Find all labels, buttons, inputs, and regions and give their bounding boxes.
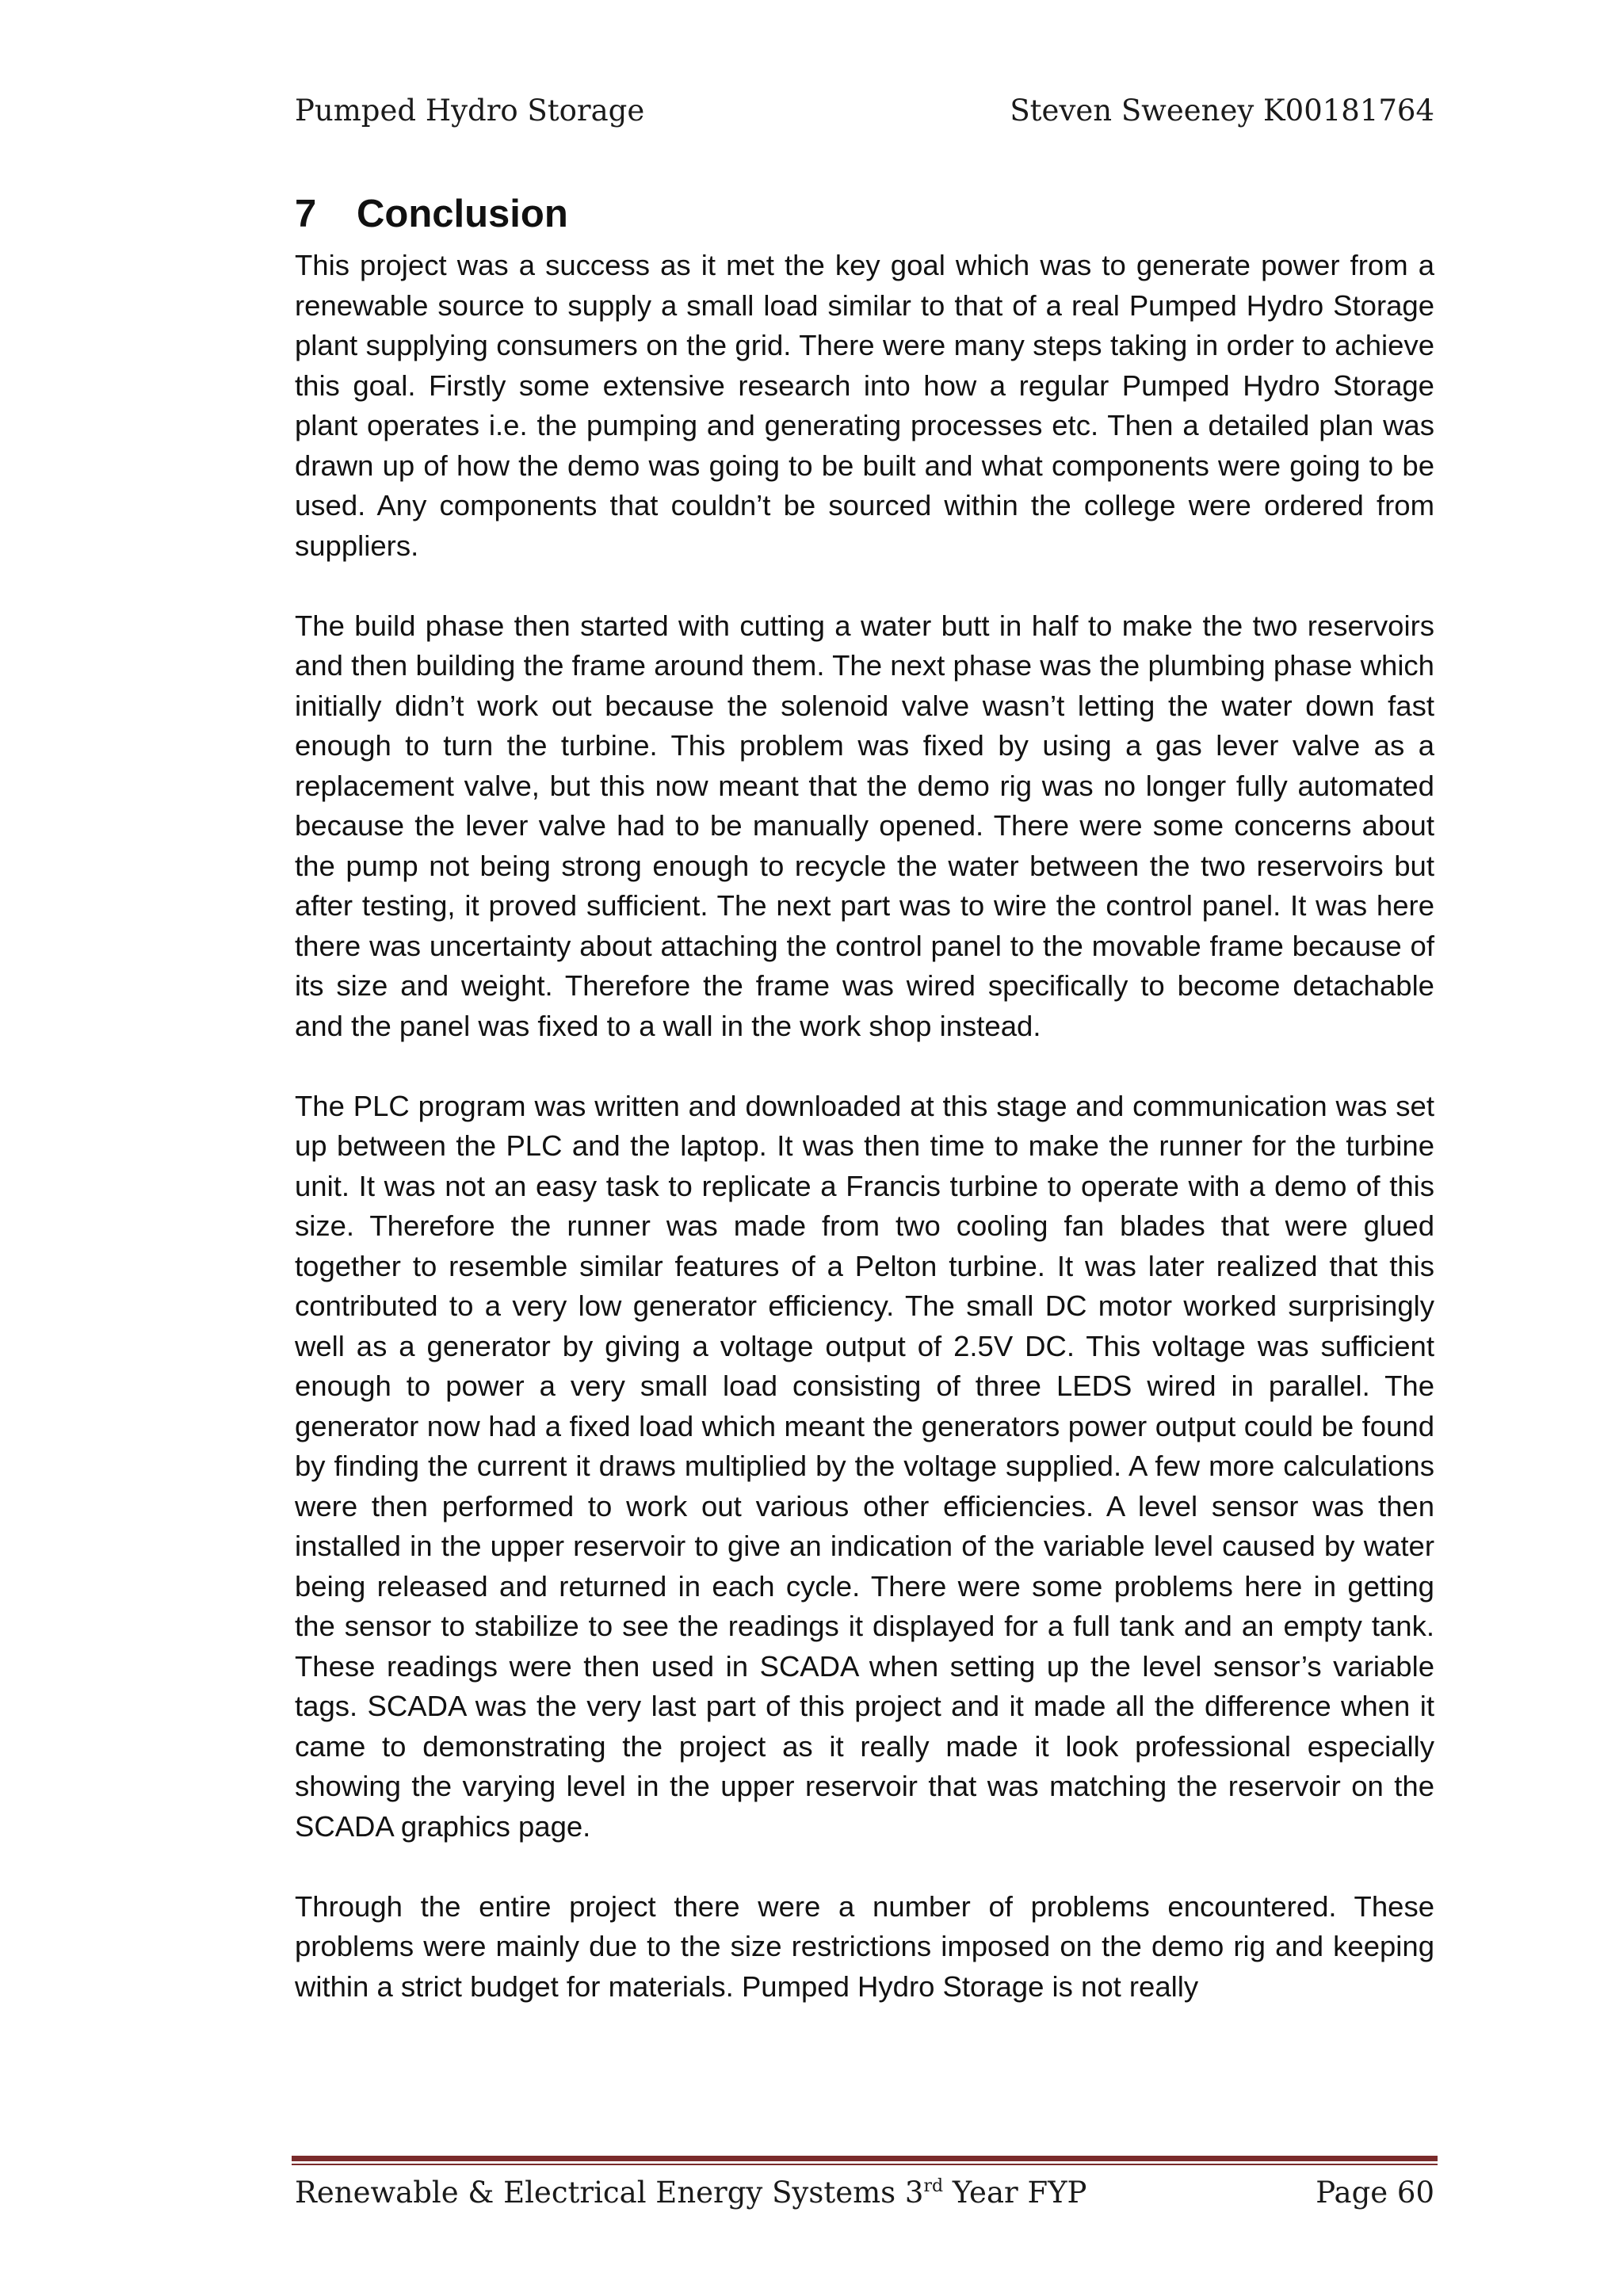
- main-content: [295, 190, 1434, 2047]
- paragraph-4: Through the entire project there were a number of problems encountered. These problems were mainly due to the size restrictions imposed on the demo rig and keeping within a strict budget for materials. Pumped Hydro Storage is not really: [295, 1889, 1434, 2003]
- footer-divider-thick: [292, 2156, 1438, 2161]
- page-footer: [295, 2176, 1434, 2223]
- page-number: Page 60: [1316, 2176, 1434, 2210]
- paragraph-3: The PLC program was written and downloaded at this stage and communication was set up between the PLC and the laptop. It was then time to make the runner for the turbine unit. It was not an easy task to replicate a Francis turbine to operate with a demo of this size. Therefore the runner was made from two cooling fan blades that were glued together to resemble similar features of a Pelton turbine. It was later realized that this contributed to a very low generator efficiency. The small DC motor worked surprisingly well as a generator by giving a voltage output of 2.5V DC. This voltage was sufficient enough to power a very small load consisting of three LEDS wired in parallel. The generator now had a fixed load which meant the generators power output could be found by finding the current it draws multiplied by the voltage supplied. A few more calculations were then performed to work out various other efficiencies. A level sensor was then installed in the upper reservoir to give an indication of the variable level caused by water being released and returned in each cycle. There were some problems here in getting the sensor to stabilize to see the readings it displayed for a full tank and an empty tank. These readings were then used in SCADA when setting up the level sensor’s variable tags. SCADA was the very last part of this project and it made all the difference when it came to demonstrating the project as it really made it look professional especially showing the varying level in the upper reservoir that was matching the reservoir on the SCADA graphics page.: [295, 1089, 1434, 1843]
- page-header: [295, 94, 1434, 141]
- section-number: 7: [295, 193, 317, 235]
- header-title: Pumped Hydro Storage: [295, 94, 645, 128]
- section-title: Conclusion: [357, 193, 568, 235]
- section-heading: [295, 190, 1434, 238]
- paragraph-2: The build phase then started with cutting a water butt in half to make the two reservoirs and then building the frame around them. The next phase was the plumbing phase which initially didn’t work out because the solenoid valve wasn’t letting the water down fast enough to turn the turbine. This problem was fixed by using a gas lever valve as a replacement valve, but this now meant that the demo rig was no longer fully automated because the lever valve had to be manually opened. There were some concerns about the pump not being strong enough to recycle the water between the two reservoirs but after testing, it proved sufficient. The next part was to wire the control panel. It was here there was uncertainty about attaching the control panel to the movable frame because of its size and weight. Therefore the frame was wired specifically to become detachable and the panel was fixed to a wall in the work shop instead.: [295, 609, 1434, 1042]
- footer-course-ordinal: rd: [923, 2176, 944, 2196]
- footer-course-prefix: Renewable & Electrical Energy Systems 3: [295, 2176, 924, 2210]
- header-author: Steven Sweeney K00181764: [1010, 94, 1434, 128]
- paragraph-1: This project was a success as it met the key goal which was to generate power from a renewable source to supply a small load similar to that of a real Pumped Hydro Storage plant supplying consumers on the grid. There were many steps taking in order to achieve this goal. Firstly some extensive research into how a regular Pumped Hydro Storage plant operates i.e. the pumping and generating processes etc. Then a detailed plan was drawn up of how the demo was going to be built and what components were going to be used. Any components that couldn’t be sourced within the college were ordered from suppliers.: [295, 249, 1434, 562]
- footer-divider-thin: [292, 2164, 1438, 2165]
- footer-course-suffix: Year FYP: [943, 2176, 1087, 2210]
- footer-course: [295, 2176, 1086, 2210]
